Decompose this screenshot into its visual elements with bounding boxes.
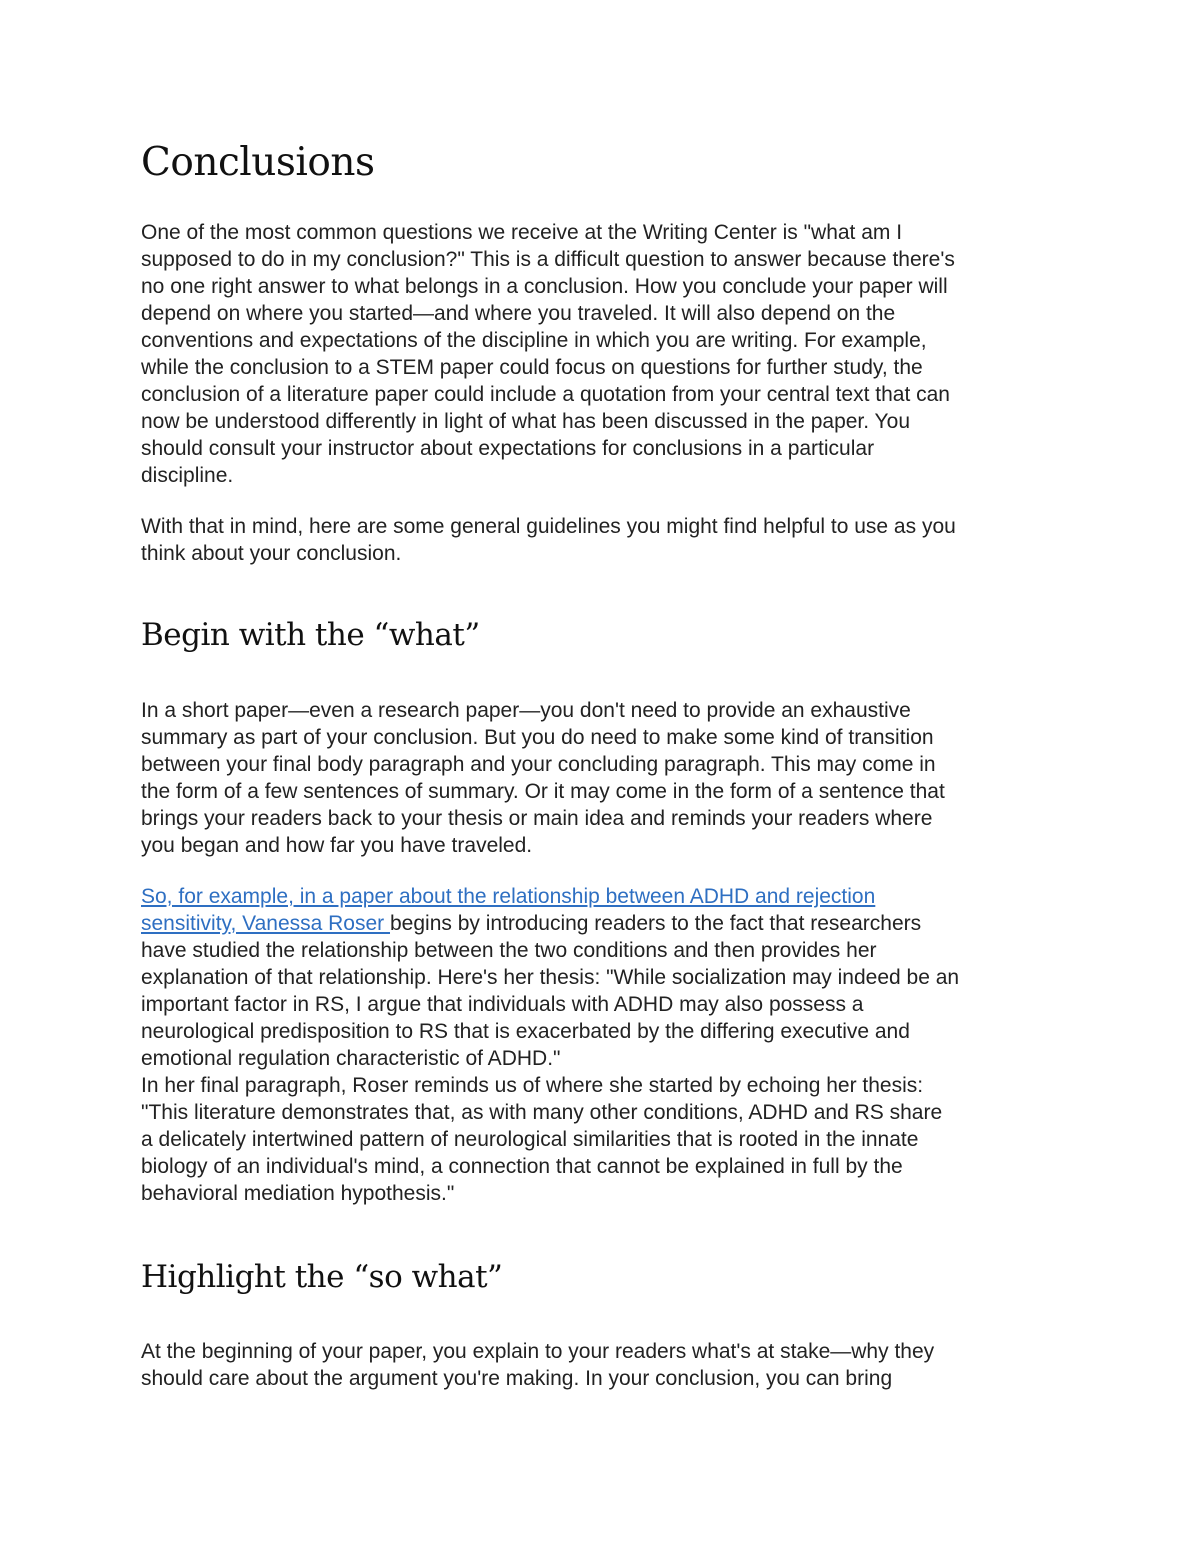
- text-fragment: begins by introducing readers to the fact that researchers: [390, 912, 922, 935]
- roser-paper-link[interactable]: So, for example, in a paper about the relationship between ADHD and rejection: [141, 885, 876, 908]
- text-line: a delicately intertwined pattern of neurological similarities that is rooted in the innate: [141, 1128, 919, 1151]
- text-line: At the beginning of your paper, you explain to your readers what's at stake—why they: [141, 1340, 935, 1363]
- text-line: the form of a few sentences of summary. Or it may come in the form of a sentence that: [141, 780, 945, 803]
- text-line: depend on where you started—and where you traveled. It will also depend on the: [141, 302, 896, 325]
- text-line: you began and how far you have traveled.: [141, 834, 533, 857]
- section2-paragraph-1: [141, 1338, 1071, 1392]
- text-line: [141, 883, 1071, 910]
- page-title: Conclusions: [141, 140, 375, 185]
- text-line: One of the most common questions we receive at the Writing Center is "what am I: [141, 221, 903, 244]
- text-line: In her final paragraph, Roser reminds us of where she started by echoing her thesis:: [141, 1074, 924, 1097]
- text-line: while the conclusion to a STEM paper could focus on questions for further study, the: [141, 356, 923, 379]
- text-line: With that in mind, here are some general guidelines you might find helpful to use as you: [141, 515, 956, 538]
- text-line: should care about the argument you're making. In your conclusion, you can bring: [141, 1367, 893, 1390]
- section1-paragraph-1: [141, 697, 1071, 859]
- text-line: behavioral mediation hypothesis.": [141, 1182, 455, 1205]
- text-line: important factor in RS, I argue that individuals with ADHD may also possess a: [141, 993, 864, 1016]
- text-line: supposed to do in my conclusion?" This is a difficult question to answer because there's: [141, 248, 955, 271]
- text-line: [141, 910, 1071, 937]
- text-line: now be understood differently in light of what has been discussed in the paper. You: [141, 410, 910, 433]
- text-line: think about your conclusion.: [141, 542, 402, 565]
- text-line: have studied the relationship between the two conditions and then provides her: [141, 939, 877, 962]
- roser-paper-link-continued[interactable]: sensitivity, Vanessa Roser: [141, 912, 390, 935]
- section1-example-paragraph: [141, 883, 1071, 1207]
- text-line: "This literature demonstrates that, as with many other conditions, ADHD and RS share: [141, 1101, 943, 1124]
- text-line: should consult your instructor about expectations for conclusions in a particular: [141, 437, 875, 460]
- text-line: In a short paper—even a research paper—you don't need to provide an exhaustive: [141, 699, 911, 722]
- section-heading-so-what: Highlight the “so what”: [141, 1259, 503, 1295]
- text-line: summary as part of your conclusion. But you do need to make some kind of transition: [141, 726, 934, 749]
- text-line: biology of an individual's mind, a connection that cannot be explained in full by the: [141, 1155, 903, 1178]
- text-line: emotional regulation characteristic of ADHD.": [141, 1047, 561, 1070]
- text-line: brings your readers back to your thesis or main idea and reminds your readers where: [141, 807, 933, 830]
- text-line: between your final body paragraph and your concluding paragraph. This may come in: [141, 753, 936, 776]
- text-line: discipline.: [141, 464, 234, 487]
- text-line: conclusion of a literature paper could include a quotation from your central text that can: [141, 383, 950, 406]
- text-line: neurological predisposition to RS that is exacerbated by the differing executive and: [141, 1020, 910, 1043]
- text-line: no one right answer to what belongs in a conclusion. How you conclude your paper will: [141, 275, 948, 298]
- text-line: conventions and expectations of the discipline in which you are writing. For example,: [141, 329, 927, 352]
- intro-paragraph-1: [141, 219, 1071, 489]
- section-heading-what: Begin with the “what”: [141, 617, 480, 653]
- intro-paragraph-2: [141, 513, 1071, 567]
- text-line: explanation of that relationship. Here's her thesis: "While socialization may indeed be an: [141, 966, 960, 989]
